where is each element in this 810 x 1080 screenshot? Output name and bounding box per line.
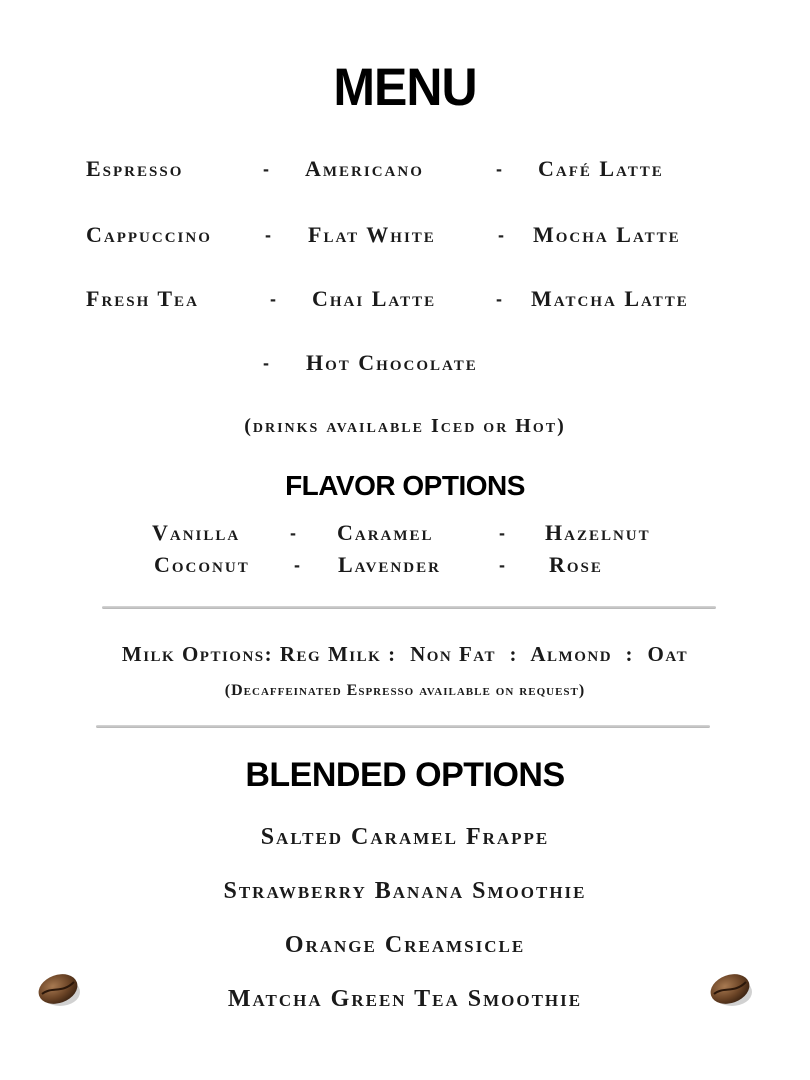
flavor-separator: - <box>294 555 300 575</box>
milk-option: Oat <box>647 642 689 666</box>
drink-item: Café Latte <box>538 156 664 181</box>
flavor-item: Vanilla <box>152 520 241 545</box>
drinks-note: (drinks available Iced or Hot) <box>244 415 566 437</box>
milk-separator: : <box>625 642 635 666</box>
drink-separator: - <box>263 159 269 179</box>
flavor-separator: - <box>499 523 505 543</box>
drink-item: Hot Chocolate <box>306 350 478 375</box>
drink-item: Matcha Latte <box>531 286 689 311</box>
milk-separator: : <box>388 642 397 666</box>
drink-item: Flat White <box>308 222 436 247</box>
flavor-heading: FLAVOR OPTIONS <box>285 470 525 501</box>
blended-item: Matcha Green Tea Smoothie <box>227 986 583 1012</box>
milk-option: Reg Milk <box>279 642 382 666</box>
drink-item: Mocha Latte <box>533 222 681 247</box>
blended-heading: BLENDED OPTIONS <box>245 756 565 794</box>
blended-item: Salted Caramel Frappe <box>260 824 550 850</box>
coffee-bean-icon <box>708 970 754 1010</box>
flavor-item: Lavender <box>338 552 441 577</box>
drink-separator: - <box>270 289 276 309</box>
drink-separator: - <box>496 159 502 179</box>
milk-label: Milk Options: <box>121 642 274 666</box>
milk-option: Almond <box>530 642 613 666</box>
flavor-item: Hazelnut <box>545 520 651 545</box>
milk-options-line <box>0 644 810 665</box>
flavor-item: Rose <box>549 552 603 577</box>
milk-option: Non Fat <box>410 642 497 666</box>
drink-separator: - <box>498 225 504 245</box>
menu-title: MENU <box>333 57 477 117</box>
drink-item: Espresso <box>86 156 184 181</box>
drink-separator: - <box>496 289 502 309</box>
flavor-item: Coconut <box>154 552 250 577</box>
flavor-item: Caramel <box>337 520 434 545</box>
drink-separator: - <box>265 225 271 245</box>
drink-separator: - <box>263 353 269 373</box>
divider-bottom <box>96 725 710 728</box>
blended-item: Strawberry Banana Smoothie <box>223 878 587 904</box>
drink-item: Chai Latte <box>312 286 437 311</box>
decaf-note: (Decaffeinated Espresso available on request) <box>224 682 586 699</box>
flavor-separator: - <box>499 555 505 575</box>
flavor-separator: - <box>290 523 296 543</box>
milk-separator: : <box>509 642 519 666</box>
divider-top <box>102 606 716 609</box>
drink-item: Cappuccino <box>86 222 212 247</box>
drink-item: Fresh Tea <box>86 286 199 311</box>
coffee-bean-icon <box>36 970 82 1010</box>
blended-item: Orange Creamsicle <box>284 932 526 958</box>
drink-item: Americano <box>305 156 424 181</box>
